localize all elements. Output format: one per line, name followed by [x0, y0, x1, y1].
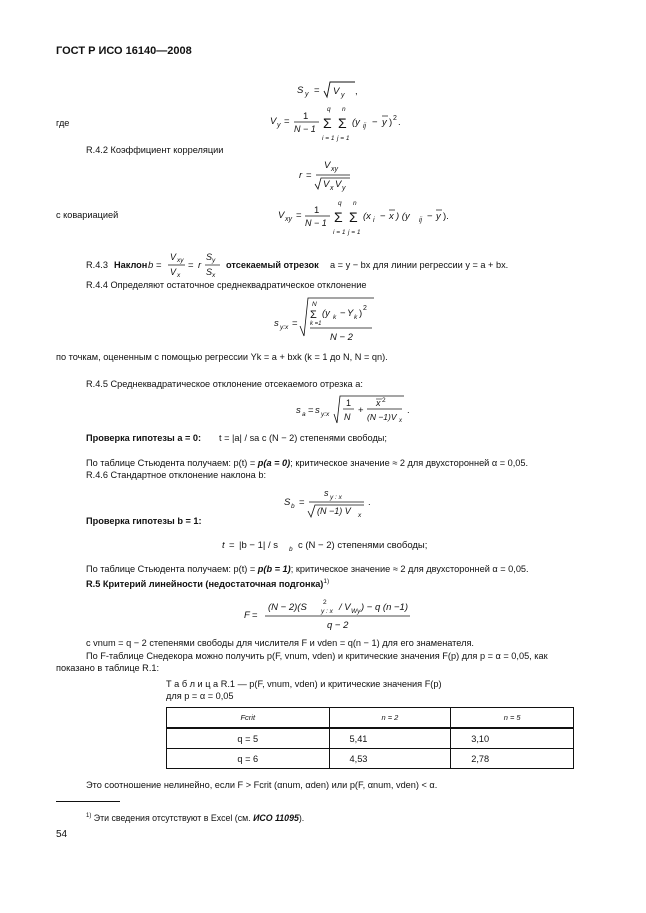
- student-a-line: По таблице Стьюдента получаем: p(t) = p(a = 0); критическое значение ≈ 2 для двухсторонней α = 0,05.: [86, 458, 529, 468]
- svg-text:k =1: k =1: [310, 321, 322, 327]
- svg-text:N − 2: N − 2: [330, 332, 353, 343]
- svg-text:x: x: [358, 512, 362, 519]
- svg-text:Wy: Wy: [351, 608, 361, 615]
- table-cell: 2,78: [451, 749, 574, 769]
- svg-text:2: 2: [363, 305, 367, 312]
- critical-values-table: [166, 707, 574, 769]
- svg-text:y: y: [342, 185, 346, 192]
- svg-text:y: y: [212, 257, 216, 264]
- sy-s: S: [297, 85, 304, 96]
- svg-text:q: q: [338, 200, 342, 207]
- sy-eq: =: [314, 85, 320, 96]
- footnote: $^{1)}$ Эти сведения отсутствуют в Excel (см. ИСО 11095).: [86, 812, 305, 823]
- svg-text:|b − 1| / s: |b − 1| / s: [239, 540, 278, 551]
- svg-text:i: i: [373, 217, 375, 224]
- svg-text:y: y: [277, 122, 281, 129]
- svg-text:x: x: [399, 418, 402, 424]
- svg-text:(x: (x: [363, 211, 371, 222]
- formula-r: [298, 157, 368, 193]
- hypothesis-a-stat: t = |a| / sa с (N − 2) степенями свободы;: [219, 433, 387, 443]
- svg-text:x: x: [376, 398, 381, 408]
- formula-sy: [295, 78, 385, 102]
- svg-text:y:x: y:x: [321, 411, 330, 418]
- svg-text:−: −: [380, 211, 386, 222]
- svg-text:V: V: [170, 267, 177, 277]
- section-r5-title: R.5 Критерий линейности (недостаточная подгонка)$^{1)}$: [86, 578, 330, 590]
- hypothesis-b-title: Проверка гипотезы b = 1:: [86, 516, 202, 526]
- svg-text:r: r: [198, 260, 202, 271]
- svg-text:y: y: [436, 211, 441, 222]
- formula-vy: [268, 103, 408, 143]
- svg-text:.: .: [368, 497, 371, 508]
- svg-text:b: b: [291, 503, 295, 510]
- svg-text:V: V: [270, 116, 277, 127]
- svg-text:k: k: [333, 314, 337, 321]
- page-number: 54: [56, 829, 68, 840]
- table-header-cell: Fcrit: [167, 708, 330, 729]
- svg-text:a: a: [302, 411, 306, 418]
- svg-text:k: k: [354, 314, 358, 321]
- svg-text:=: =: [188, 260, 194, 271]
- section-r46: R.4.6 Стандартное отклонение наклона b:: [86, 470, 267, 480]
- svg-text:s: s: [315, 405, 320, 416]
- svg-text:x: x: [177, 272, 181, 279]
- svg-text:Σ: Σ: [338, 115, 347, 131]
- svg-text:V: V: [323, 179, 330, 190]
- table-row: [167, 749, 574, 769]
- table-cell: 3,10: [451, 728, 574, 749]
- svg-text:Σ: Σ: [334, 209, 343, 225]
- table-header-row: [167, 708, 574, 729]
- svg-text:q: q: [327, 106, 331, 113]
- hypothesis-a-title: Проверка гипотезы a = 0:: [86, 433, 202, 443]
- svg-text:(y: (y: [322, 308, 330, 319]
- svg-text:t: t: [222, 540, 225, 551]
- svg-text:(N − 2)(S: (N − 2)(S: [268, 602, 307, 613]
- section-r42: R.4.2 Коэффициент корреляции: [86, 145, 224, 155]
- svg-text:s: s: [296, 405, 301, 416]
- svg-text:N: N: [312, 301, 317, 308]
- svg-text:ij: ij: [363, 123, 367, 130]
- svg-text:+: +: [358, 405, 364, 416]
- student-b-line: По таблице Стьюдента получаем: p(t) = p(b = 1); критическое значение ≈ 2 для двухсторонней α = 0,05.: [86, 564, 529, 574]
- svg-text:xy: xy: [285, 216, 292, 223]
- sy-v-sub: y: [341, 92, 345, 99]
- table-cell: q = 6: [167, 749, 330, 769]
- svg-text:b: b: [289, 546, 293, 553]
- svg-text:q − 2: q − 2: [327, 620, 349, 631]
- svg-text:j = 1: j = 1: [348, 229, 361, 236]
- sy-radical: [324, 82, 355, 97]
- table-cell: 5,41: [329, 728, 451, 749]
- svg-text:N − 1: N − 1: [305, 218, 327, 228]
- svg-text:) (y: ) (y: [396, 211, 410, 222]
- svg-text:N − 1: N − 1: [294, 124, 316, 134]
- formula-vxy: [276, 197, 456, 237]
- regression-points-text: по точкам, оцененным с помощью регрессии Yk = a + bxk (k = 1 до N, N = qn).: [56, 352, 388, 362]
- svg-text:−: −: [372, 117, 378, 128]
- svg-text:N: N: [344, 412, 351, 422]
- svg-text:−: −: [340, 308, 346, 319]
- svg-text:r: r: [299, 170, 303, 181]
- svg-text:=: =: [308, 405, 314, 416]
- intercept-label: отсекаемый отрезок: [226, 260, 319, 270]
- svg-text:=: =: [306, 170, 312, 181]
- svg-text:i = 1: i = 1: [322, 135, 335, 142]
- svg-text:): ): [359, 308, 363, 319]
- degrees-of-freedom-line: с vnum = q − 2 степенями свободы для числителя F и vden = q(n − 1) для его знаменателя.: [86, 638, 474, 648]
- svg-text:x: x: [389, 211, 394, 222]
- svg-text:2: 2: [323, 599, 327, 606]
- svg-text:y : x: y : x: [330, 494, 342, 501]
- svg-text:y : x: y : x: [321, 608, 333, 615]
- table-header-cell: n = 5: [451, 708, 574, 729]
- svg-text:1: 1: [314, 205, 320, 216]
- section-r44: R.4.4 Определяют остаточное среднеквадратическое отклонение: [86, 280, 367, 290]
- svg-text:=: =: [292, 318, 298, 329]
- nonlinearity-line: Это соотношение нелинейно, если F > Fcrit (αnum, αden) или p(F, αnum, vden) < α.: [86, 780, 438, 790]
- table-row: [167, 728, 574, 749]
- svg-text:x: x: [212, 272, 216, 279]
- svg-text:s: s: [324, 488, 329, 498]
- intercept-formula: a = y − bx для линии регрессии y = a + bx.: [330, 260, 509, 270]
- svg-text:Y: Y: [347, 308, 354, 319]
- svg-text:=: =: [156, 260, 162, 271]
- svg-text:y: y: [382, 117, 387, 128]
- svg-text:=: =: [296, 210, 302, 221]
- svg-text:=: =: [252, 610, 258, 621]
- table-cell: 4,53: [329, 749, 451, 769]
- svg-text:−: −: [427, 211, 433, 222]
- formula-f: [244, 596, 414, 632]
- slope-label: Наклон: [114, 260, 148, 270]
- svg-text:i = 1: i = 1: [333, 229, 346, 236]
- svg-text:1: 1: [346, 398, 352, 408]
- svg-text:S: S: [284, 497, 291, 508]
- svg-text:2: 2: [393, 115, 397, 122]
- document-header: ГОСТ Р ИСО 16140—2008: [56, 45, 192, 57]
- covariance-label: с ковариацией: [56, 210, 119, 220]
- table-caption-2: для p = α = 0,05: [166, 691, 234, 701]
- svg-text:ij: ij: [419, 217, 423, 224]
- formula-slope: [148, 250, 224, 280]
- svg-text:V: V: [335, 179, 342, 190]
- formula-tb: [222, 536, 432, 554]
- svg-text:1: 1: [303, 111, 309, 122]
- section-r45: R.4.5 Среднеквадратическое отклонение отсекаемого отрезка a:: [86, 379, 363, 389]
- section-r43-label: R.4.3: [86, 260, 108, 270]
- table-header-cell: n = 2: [329, 708, 451, 729]
- formula-syx: [274, 296, 384, 346]
- svg-text:(N −1)V: (N −1)V: [367, 412, 397, 422]
- svg-text:=: =: [299, 497, 305, 508]
- svg-text:S: S: [206, 252, 213, 262]
- svg-text:x: x: [330, 185, 334, 192]
- svg-text:Σ: Σ: [323, 115, 332, 131]
- svg-text:(y: (y: [352, 117, 360, 128]
- svg-text:y:x: y:x: [280, 324, 289, 331]
- svg-text:.: .: [398, 117, 401, 128]
- svg-text:b: b: [148, 260, 154, 271]
- svg-text:xy: xy: [177, 257, 184, 264]
- svg-text:j = 1: j = 1: [337, 135, 350, 142]
- sy-comma: ,: [355, 86, 358, 97]
- svg-text:2: 2: [382, 397, 386, 404]
- footnote-separator: [56, 801, 120, 802]
- formula-sa: [296, 394, 426, 428]
- svg-text:Σ: Σ: [310, 309, 317, 321]
- svg-text:F: F: [244, 610, 250, 621]
- svg-text:): ): [389, 117, 393, 128]
- svg-text:) − q (n −1): ) − q (n −1): [361, 602, 408, 613]
- svg-text:/ V: / V: [339, 602, 351, 613]
- table-caption-1: Т а б л и ц а R.1 — p(F, vnum, vden) и критические значения F(p): [166, 679, 442, 689]
- svg-text:=: =: [229, 540, 235, 551]
- snedecor-line-1: По F-таблице Снедекора можно получить p(F, vnum, vden) и критические значения F(p) для p = α = 0,05, как: [86, 651, 548, 661]
- svg-text:n: n: [353, 200, 357, 207]
- sy-sub: y: [305, 91, 309, 98]
- svg-text:V: V: [278, 210, 285, 221]
- svg-text:.: .: [407, 405, 410, 416]
- svg-text:S: S: [206, 267, 213, 277]
- svg-text:Σ: Σ: [349, 209, 358, 225]
- svg-text:s: s: [274, 318, 279, 329]
- table-cell: q = 5: [167, 728, 330, 749]
- svg-text:n: n: [342, 106, 346, 113]
- snedecor-line-2: показано в таблице R.1:: [56, 663, 160, 673]
- svg-text:xy: xy: [331, 166, 338, 173]
- svg-text:V: V: [324, 160, 331, 171]
- svg-text:).: ).: [443, 211, 449, 222]
- formula-sb: [284, 484, 384, 520]
- svg-text:(N −1) V: (N −1) V: [317, 506, 351, 516]
- svg-text:=: =: [284, 116, 290, 127]
- svg-text:с (N − 2) степенями свободы;: с (N − 2) степенями свободы;: [298, 540, 428, 551]
- where-label: где: [56, 118, 70, 128]
- svg-text:V: V: [170, 252, 177, 262]
- sy-v: V: [333, 86, 340, 97]
